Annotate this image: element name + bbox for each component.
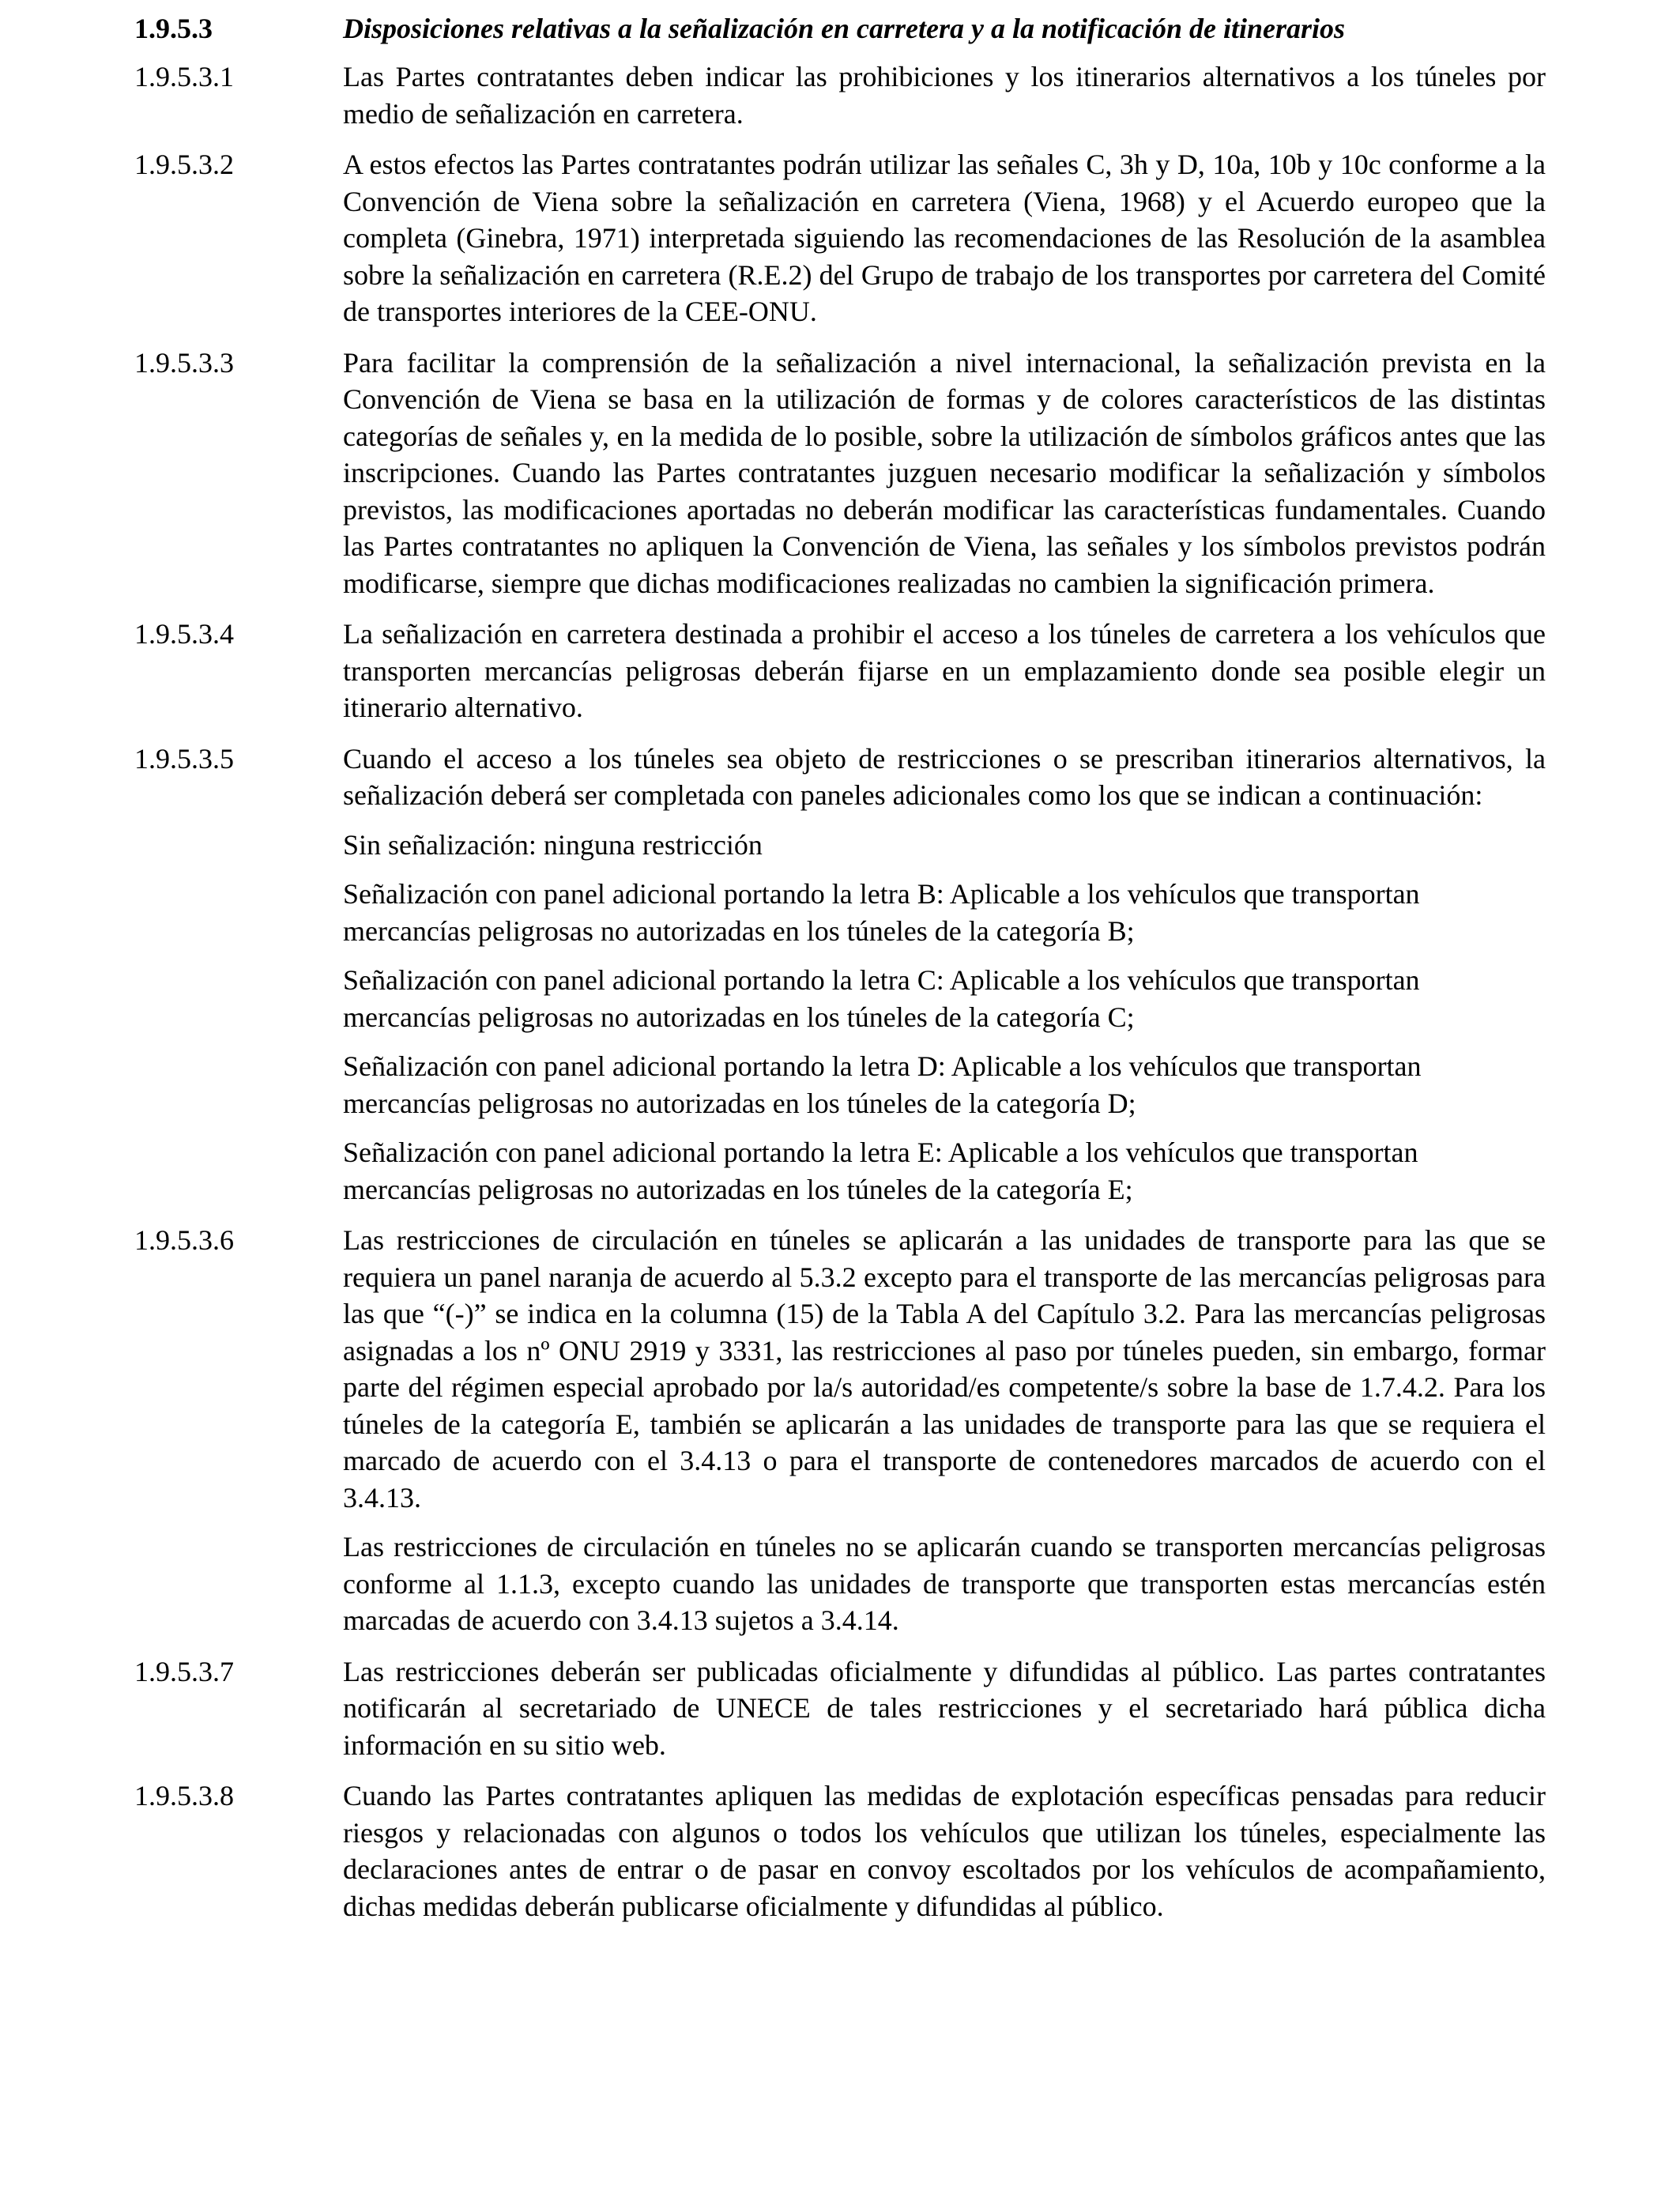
section-1-9-5-3-6 <box>134 1222 1546 1639</box>
section-1-9-5-3-3 <box>134 345 1546 602</box>
paragraph: Las restricciones de circulación en túneles se aplicarán a las unidades de transporte para las que se requiera un panel naranja de acuerdo al 5.3.2 excepto para el transporte de las mercancías peligrosas para las que “(-)” se indica en la columna (15) de la Tabla A del Capítulo 3.2. Para las mercancías peligrosas asignadas a los nº ONU 2919 y 3331, las restricciones al paso por túneles pueden, sin embargo, formar parte del régimen especial aprobado por la/s autoridad/es competente/s sobre la base de 1.7.4.2. Para los túneles de la categoría E, también se aplicarán a las unidades de transporte para las que se requiera el marcado de acuerdo con el 3.4.13 o para el transporte de contenedores marcados de acuerdo con el 3.4.13. <box>343 1224 1546 1514</box>
section-heading <box>134 8 1546 49</box>
section-body <box>343 616 1546 726</box>
section-1-9-5-3-2 <box>134 146 1546 330</box>
section-body <box>343 741 1546 1208</box>
section-body <box>343 1222 1546 1639</box>
heading-number: 1.9.5.3 <box>134 13 213 44</box>
section-number: 1.9.5.3.7 <box>134 1655 234 1687</box>
paragraph: Señalización con panel adicional portando la letra B: Aplicable a los vehículos que transportan mercancías peligrosas no autorizadas en los túneles de la categoría B; <box>343 878 1420 947</box>
document-page <box>134 8 1546 1939</box>
section-number: 1.9.5.3.1 <box>134 61 234 92</box>
paragraph: La señalización en carretera destinada a prohibir el acceso a los túneles de carretera a los vehículos que transporten mercancías peligrosas deberán fijarse en un emplazamiento donde sea posible elegir un itinerario alternativo. <box>343 618 1546 723</box>
paragraph: Sin señalización: ninguna restricción <box>343 828 763 861</box>
section-number: 1.9.5.3.4 <box>134 618 234 650</box>
section-number: 1.9.5.3.8 <box>134 1780 234 1811</box>
section-body <box>343 345 1546 602</box>
paragraph: Cuando las Partes contratantes apliquen las medidas de explotación específicas pensadas para reducir riesgos y relacionadas con algunos o todos los vehículos que utilizan los túneles, especialmente las declaraciones antes de entrar o de pasar en convoy escoltados por los vehículos de acompañamiento, dichas medidas deberán publicarse oficialmente y difundidas al público. <box>343 1780 1546 1922</box>
paragraph: Señalización con panel adicional portando la letra E: Aplicable a los vehículos que transportan mercancías peligrosas no autorizadas en los túneles de la categoría E; <box>343 1137 1418 1205</box>
section-1-9-5-3-5 <box>134 741 1546 1208</box>
section-body <box>343 1653 1546 1764</box>
section-body <box>343 58 1546 132</box>
paragraph: Las restricciones deberán ser publicadas oficialmente y difundidas al público. Las partes contratantes notificarán al secretariado de UNECE de tales restricciones y el secretariado hará pública dicha información en su sitio web. <box>343 1655 1546 1761</box>
section-1-9-5-3-7 <box>134 1653 1546 1764</box>
section-number: 1.9.5.3.3 <box>134 346 234 379</box>
paragraph: Las restricciones de circulación en túneles no se aplicarán cuando se transporten mercancías peligrosas conforme al 1.1.3, excepto cuando las unidades de transporte que transporten estas mercancías estén marcadas de acuerdo con 3.4.13 sujetos a 3.4.14. <box>343 1531 1546 1636</box>
paragraph: Las Partes contratantes deben indicar las prohibiciones y los itinerarios alternativos a los túneles por medio de señalización en carretera. <box>343 61 1546 130</box>
section-1-9-5-3-4 <box>134 616 1546 726</box>
paragraph: Señalización con panel adicional portando la letra D: Aplicable a los vehículos que transportan mercancías peligrosas no autorizadas en los túneles de la categoría D; <box>343 1050 1422 1119</box>
heading-title: Disposiciones relativas a la señalización en carretera y a la notificación de itinerarios <box>343 13 1345 44</box>
section-number: 1.9.5.3.2 <box>134 149 234 180</box>
paragraph: Cuando el acceso a los túneles sea objeto de restricciones o se prescriban itinerarios alternativos, la señalización deberá ser completada con paneles adicionales como los que se indican a continuación: <box>343 742 1546 811</box>
paragraph: Señalización con panel adicional portando la letra C: Aplicable a los vehículos que transportan mercancías peligrosas no autorizadas en los túneles de la categoría C; <box>343 964 1420 1033</box>
section-number: 1.9.5.3.5 <box>134 742 234 775</box>
paragraph: A estos efectos las Partes contratantes podrán utilizar las señales C, 3h y D, 10a, 10b y 10c conforme a la Convención de Viena sobre la señalización en carretera (Viena, 1968) y el Acuerdo europeo que la completa (Ginebra, 1971) interpretada siguiendo las recomendaciones de las Resolución de la asamblea sobre la señalización en carretera (R.E.2) del Grupo de trabajo de los transportes por carretera del Comité de transportes interiores de la CEE-ONU. <box>343 149 1546 327</box>
section-1-9-5-3-8 <box>134 1777 1546 1924</box>
section-number: 1.9.5.3.6 <box>134 1224 234 1256</box>
paragraph: Para facilitar la comprensión de la señalización a nivel internacional, la señalización prevista en la Convención de Viena se basa en la utilización de formas y de colores característicos de las distintas categorías de señales y, en la medida de lo posible, sobre la utilización de símbolos gráficos antes que las inscripciones. Cuando las Partes contratantes juzguen necesario modificar la señalización y símbolos previstos, las modificaciones aportadas no deberán modificar las características fundamentales. Cuando las Partes contratantes no apliquen la Convención de Viena, las señales y los símbolos previstos podrán modificarse, siempre que dichas modificaciones realizadas no cambien la significación primera. <box>343 346 1546 599</box>
section-1-9-5-3-1 <box>134 58 1546 132</box>
section-body <box>343 146 1546 330</box>
section-body <box>343 1777 1546 1924</box>
